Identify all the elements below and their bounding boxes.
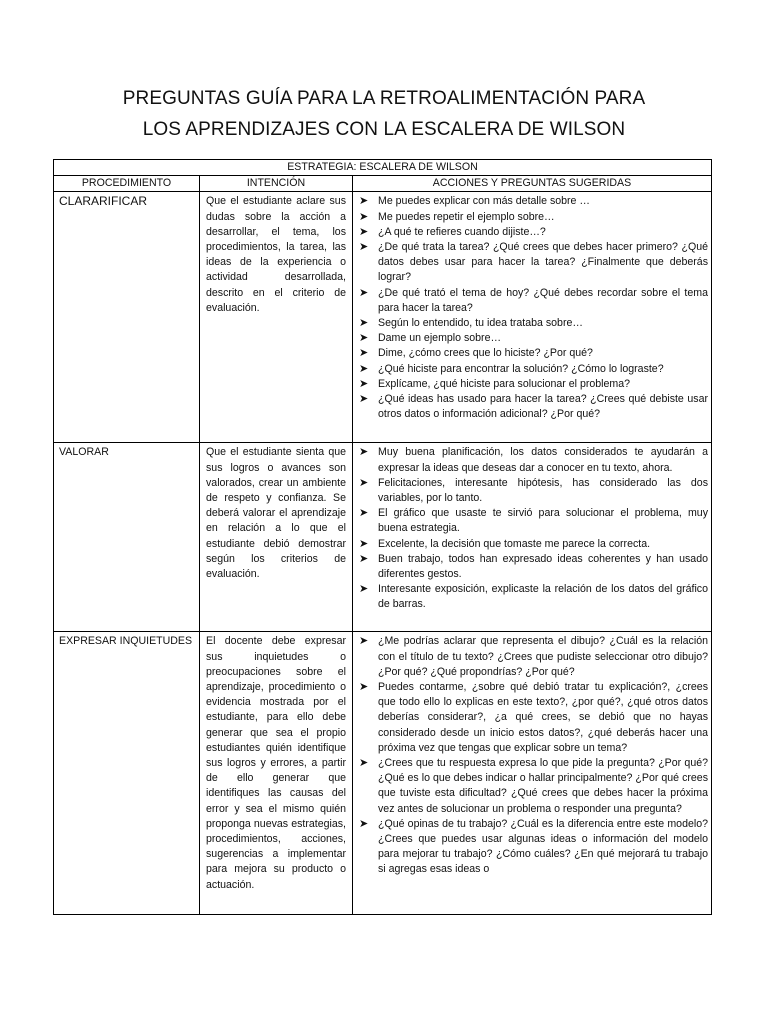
procedure-cell: EXPRESAR INQUIETUDES [54,632,200,915]
arrow-bullet-icon: ➤ [359,210,369,223]
actions-cell [353,632,712,915]
strategy-header: ESTRATEGIA: ESCALERA DE WILSON [54,160,712,176]
list-item: ➤ Felicitaciones, interesante hipótesis, has considerado las dos variables, por lo tanto. [359,476,708,505]
intention-cell: Que el estudiante aclare sus dudas sobre la acción a desarrollar, el tema, los procedimientos, la tarea, las ideas de la experiencia o actividad desarrollada, descrito en el criterio de evaluación. [200,192,353,443]
arrow-bullet-icon: ➤ [359,583,369,596]
wilson-ladder-table [53,159,712,915]
list-item: ➤ Explícame, ¿qué hiciste para solucionar el problema? [357,377,708,392]
list-item: ➤ Según lo entendido, tu idea trataba sobre… [357,316,708,331]
list-item: ➤ ¿Me podrías aclarar que representa el dibujo? ¿Cuál es la relación con el título de tu texto? ¿Crees que pudiste seleccionar otro dibujo? ¿Por qué? ¿Qué propondrías? ¿Por qué? [359,635,708,678]
list-item: ➤ ¿De qué trata la tarea? ¿Qué crees que debes hacer primero? ¿Qué datos debes usar para hacer la tarea? ¿Finalmente que deberás lograr? [359,241,708,284]
arrow-bullet-icon: ➤ [359,317,369,330]
document-title-line-2: LOS APRENDIZAJES CON LA ESCALERA DE WILSON [142,119,626,140]
actions-cell [353,192,712,443]
list-item: ➤ Puedes contarme, ¿sobre qué debió tratar tu explicación?, ¿crees que todo ello lo explicas en este texto?, ¿por qué?, ¿qué otros datos deberías considerar?, ¿a qué crees, se debió que no hayas considerado desde un inicio estos datos?, ¿qué deberás hacer una próxima vez que tengas que explicar sobre un tema? [359,681,708,754]
list-item: ➤ ¿Qué ideas has usado para hacer la tarea? ¿Crees qué debiste usar otros datos o información adicional? ¿Por qué? [359,393,708,421]
arrow-bullet-icon: ➤ [359,195,369,208]
list-item: ➤ ¿Qué hiciste para encontrar la solución? ¿Cómo lo lograste? [357,362,708,377]
actions-list [357,445,708,612]
column-header-procedure: PROCEDIMIENTO [54,176,200,192]
intention-cell: El docente debe expresar sus inquietudes o preocupaciones sobre el aprendizaje, procedimiento o evidencia mostrada por el estudiante, para ello debe generar que sea el propio estudiantes quién identifique sus logros y errores, a partir de ello generar que identifiques las causas del error y sea el mismo quién proponga nuevas estrategias, procedimientos, acciones, sugerencias a implementar para mejora su producto o actuación. [200,632,353,915]
actions-list [357,194,708,422]
list-item: ➤ ¿De qué trató el tema de hoy? ¿Qué debes recordar sobre el tema para hacer la tarea? [359,286,708,314]
arrow-bullet-icon: ➤ [359,817,369,830]
list-item: ➤ ¿Crees que tu respuesta expresa lo que pide la pregunta? ¿Por qué? ¿Qué es lo que debes indicar o hallar principalmente? ¿Por qué crees que tuviste esta dificultad? ¿Qué crees que debes hacer la próxima vez antes de solucionar un problema o responder una pregunta? [359,757,708,815]
list-item: ➤ Excelente, la decisión que tomaste me parece la correcta. [357,537,708,552]
arrow-bullet-icon: ➤ [359,476,369,489]
arrow-bullet-icon: ➤ [359,681,369,694]
list-item: ➤ Dame un ejemplo sobre… [357,331,708,346]
arrow-bullet-icon: ➤ [359,507,369,520]
arrow-bullet-icon: ➤ [359,537,369,550]
arrow-bullet-icon: ➤ [359,393,369,406]
actions-cell [353,443,712,632]
procedure-cell: CLARARIFICAR [54,192,200,443]
list-item: ➤ Me puedes explicar con más detalle sobre … [357,194,708,209]
list-item: ➤ El gráfico que usaste te sirvió para solucionar el problema, muy buena estrategia. [359,507,708,535]
arrow-bullet-icon: ➤ [359,552,369,565]
arrow-bullet-icon: ➤ [359,347,369,360]
procedure-cell: VALORAR [54,443,200,632]
list-item: ➤ Muy buena planificación, los datos considerados te ayudarán a expresar la ideas que deseas dar a conocer en tu texto, ahora. [359,446,708,474]
list-item: ➤ Dime, ¿cómo crees que lo hiciste? ¿Por qué? [357,346,708,361]
table-row [54,192,712,443]
arrow-bullet-icon: ➤ [359,377,369,390]
arrow-bullet-icon: ➤ [359,757,369,770]
list-item: ➤ ¿Qué opinas de tu trabajo? ¿Cuál es la diferencia entre este modelo? ¿Crees que puedes usar algunas ideas o información del modelo para mejorar tu trabajo? ¿Cómo cuáles? ¿En qué mejorará tu trabajo si agregas esas ideas o [359,817,708,876]
table-row [54,632,712,915]
column-header-actions: ACCIONES Y PREGUNTAS SUGERIDAS [353,176,712,192]
strategy-header-row [54,160,712,176]
arrow-bullet-icon: ➤ [359,241,369,254]
arrow-bullet-icon: ➤ [359,225,369,238]
table-row [54,443,712,632]
column-header-row [54,176,712,192]
arrow-bullet-icon: ➤ [359,286,369,299]
list-item: ➤ ¿A qué te refieres cuando dijiste…? [357,225,708,240]
column-header-intention: INTENCIÓN [200,176,353,192]
arrow-bullet-icon: ➤ [359,332,369,345]
document-title-line-1: PREGUNTAS GUÍA PARA LA RETROALIMENTACIÓN PARA [122,88,646,109]
arrow-bullet-icon: ➤ [359,362,369,375]
arrow-bullet-icon: ➤ [359,446,369,459]
list-item: ➤ Interesante exposición, explicaste la relación de los datos del gráfico de barras. [359,583,708,611]
actions-list [357,634,708,877]
list-item: ➤ Me puedes repetir el ejemplo sobre… [357,210,708,225]
list-item: ➤ Buen trabajo, todos han expresado ideas coherentes y han usado diferentes gestos. [359,552,708,581]
arrow-bullet-icon: ➤ [359,635,369,648]
intention-cell: Que el estudiante sienta que sus logros o avances son valorados, crear un ambiente de respeto y confianza. Se deberá valorar el aprendizaje en relación a lo que el estudiante debió demostrar según los criterios de evaluación. [200,443,353,632]
